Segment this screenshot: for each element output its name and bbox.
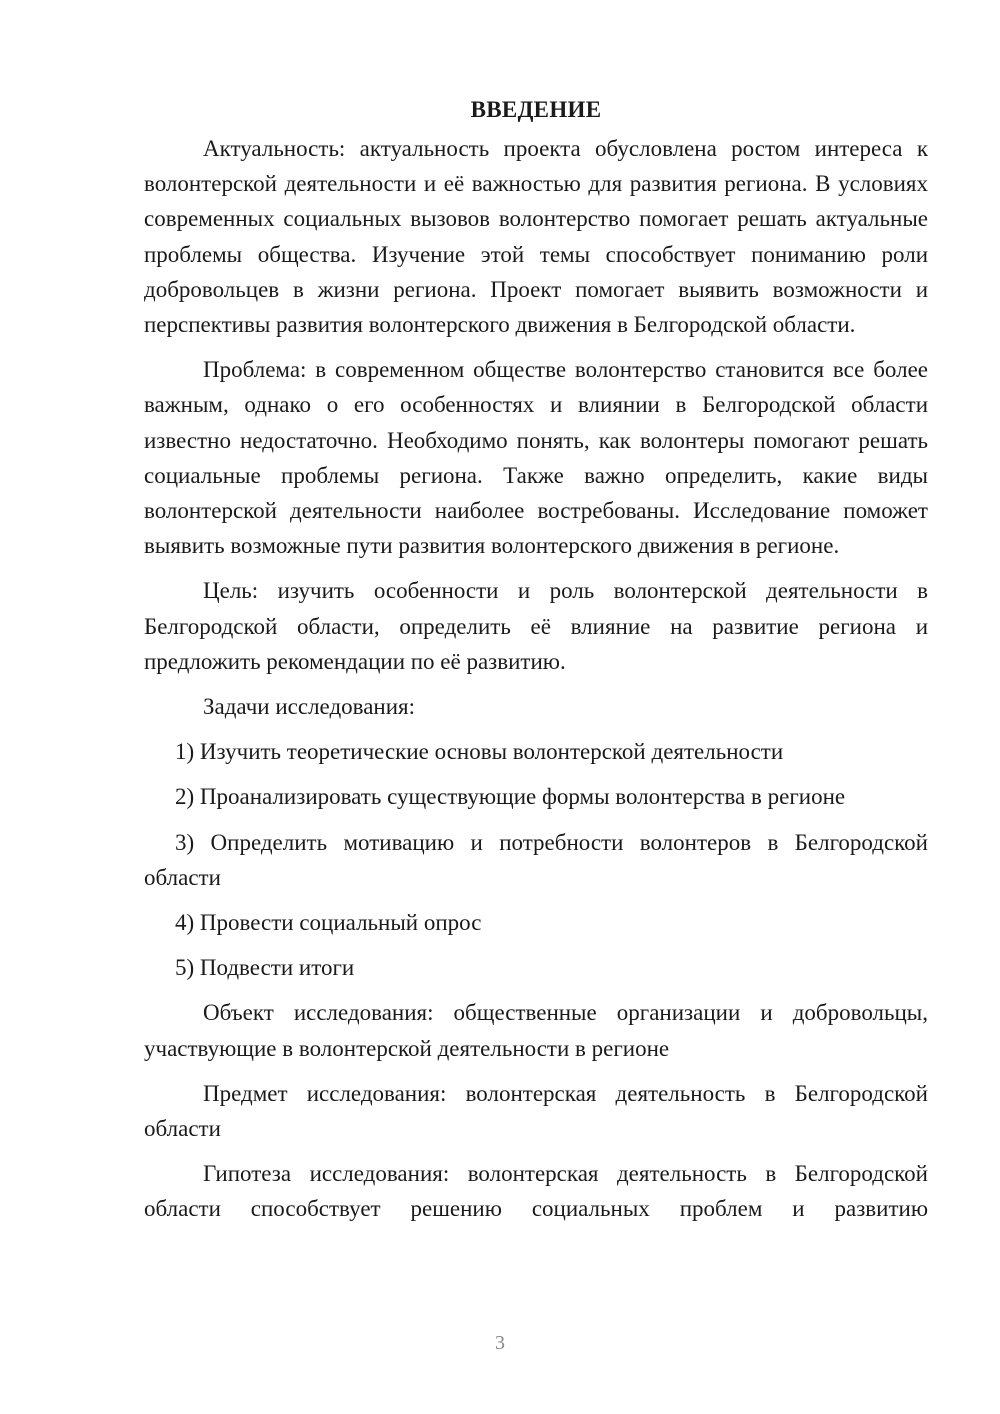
task-item-3: 3) Определить мотивацию и потребности волонтеров в Белгородской области (144, 829, 928, 890)
task-item-2: 2) Проанализировать существующие формы волонтерства в регионе (175, 784, 846, 810)
paragraph-hypothesis: Гипотеза исследования: волонтерская деятельность в Белгородской области способствует решению социальных проблем и развитию (144, 1161, 928, 1222)
paragraph-relevance: Актуальность: актуальность проекта обусловлена ростом интереса к волонтерской деятельности и её важностью для развития региона. В условиях современных социальных вызовов волонтерство помогает решать актуальные проблемы общества. Изучение этой темы способствует пониманию роли добровольцев в жизни региона. Проект помогает выявить возможности и перспективы развития волонтерского движения в Белгородской области. (144, 136, 928, 338)
task-item-1: 1) Изучить теоретические основы волонтерской деятельности (175, 739, 784, 765)
task-item-4: 4) Провести социальный опрос (175, 910, 482, 936)
task-item-5: 5) Подвести итоги (175, 955, 355, 981)
section-title: ВВЕДЕНИЕ (470, 97, 602, 122)
tasks-heading: Задачи исследования: (203, 694, 416, 720)
document-body (144, 92, 928, 1237)
page-number: 3 (495, 1332, 505, 1354)
paragraph-problem: Проблема: в современном обществе волонтерство становится все более важным, однако о его особенностях и влиянии в Белгородской области известно недостаточно. Необходимо понять, как волонтеры помогают решать социальные проблемы региона. Также важно определить, какие виды волонтерской деятельности наиболее востребованы. Исследование поможет выявить возможные пути развития волонтерского движения в регионе. (144, 357, 928, 559)
paragraph-object: Объект исследования: общественные организации и добровольцы, участвующие в волонтерской деятельности в регионе (144, 1000, 928, 1061)
paragraph-goal: Цель: изучить особенности и роль волонтерской деятельности в Белгородской области, определить её влияние на развитие региона и предложить рекомендации по её развитию. (144, 578, 928, 674)
paragraph-subject: Предмет исследования: волонтерская деятельность в Белгородской области (144, 1080, 928, 1142)
